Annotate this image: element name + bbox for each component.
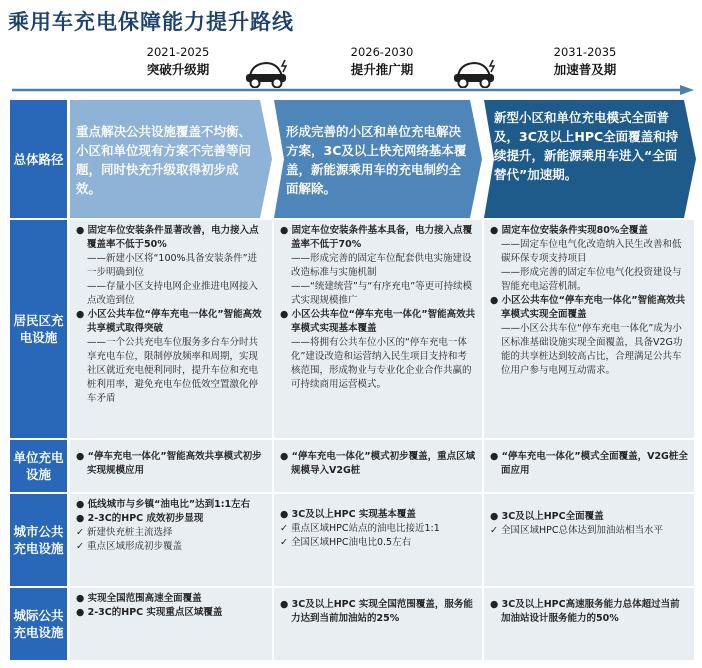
sub-item: ——新建小区将“100%具备安装条件”进一步明确到位	[87, 253, 258, 278]
sub-item: ——存量小区支持电网企业推进电网接入点改造到位	[87, 281, 259, 306]
phase-header-2	[292, 44, 472, 78]
urban-cell-phase-1	[70, 494, 272, 586]
bullet-item: ● 小区公共车位“停车充电一体化”智能高效共享模式实现基本覆盖	[280, 309, 476, 334]
bullet-item: ● 固定车位安装条件基本具备，电力接入点覆盖率不低于70%	[280, 225, 473, 250]
check-item: ✓ 重点区域形成初步覆盖	[76, 541, 182, 552]
unit-cell-phase-3	[484, 440, 694, 492]
bullet-item: ● “停车充电一体化”模式全面覆盖，V2G桩全面应用	[490, 451, 688, 476]
overall-text-phase-3: 新型小区和单位充电模式全面普及，3C及以上HPC全面覆盖和持续提升，新能源乘用车进入“全面替代”加速期。	[494, 110, 679, 182]
phase-years: 2031-2035	[553, 45, 617, 59]
phase-name: 加速普及期	[553, 62, 617, 77]
row-label-intercity: 城际公共充电设施	[10, 588, 67, 660]
sub-item: ——小区公共车位“停车充电一体化”成为小区标准基础设施实现全面覆盖，具备V2G功能的共享桩达到较高占比，合理满足公共车位用户参与电网互动需求。	[501, 323, 683, 376]
urban-cell-phase-2	[274, 494, 482, 586]
unit-cell-phase-2	[274, 440, 482, 492]
sub-item: ——形成完善的固定车位配套供电实施建设改造标准与实施机制	[291, 253, 472, 278]
bullet-item: ● 3C及以上HPC全面覆盖	[490, 511, 604, 522]
sub-item: ——将拥有公共车位小区的“停车充电一体化”建设改造和运营纳入民生项目支持和考核范围，形成物业与专业化企业合作共赢的可持续商用运营模式。	[291, 337, 472, 390]
bullet-item: ● “停车充电一体化”模式初步覆盖，重点区域规模导入V2G桩	[280, 451, 476, 476]
residential-cell-phase-3	[484, 220, 694, 438]
bullet-item: ● 固定车位安装条件显著改善，电力接入点覆盖率不低于50%	[76, 225, 259, 250]
bullet-item: ● 3C及以上HPC 实现全国范围覆盖，服务能力达到当前加油站的25%	[280, 599, 473, 624]
phase-header-3	[495, 44, 675, 78]
bullet-item: ● 小区公共车位“停车充电一体化”智能高效共享模式实现全面覆盖	[490, 295, 686, 320]
check-item: ✓ 新建快充桩主流选择	[76, 527, 173, 538]
bullet-item: ● 3C及以上HPC 实现基本覆盖	[280, 509, 416, 520]
row-label-unit: 单位充电设施	[10, 440, 67, 492]
bullet-item: ● 2-3C的HPC 成效初步显现	[76, 513, 204, 524]
check-item: ✓ 全国区域HPC油电比0.5左右	[280, 537, 412, 548]
sub-item: ——固定车位电气化改造纳入民生改善和低碳环保专项支持项目	[501, 239, 682, 264]
bullet-item: ● 低线城市与乡镇“油电比”达到1:1左右	[76, 499, 251, 510]
check-item: ✓ 重点区域HPC站点的油电比接近1:1	[280, 523, 440, 534]
intercity-cell-phase-3	[484, 588, 694, 660]
row-label-residential: 居民区充电设施	[10, 220, 67, 438]
sub-item: ——形成完善的固定车位电气化投资建设与智能充电运营机制。	[501, 267, 682, 292]
overall-text-phase-1: 重点解决公共设施覆盖不均衡、小区和单位现有方案不完善等问题，同时快充升级取得初步成效。	[76, 124, 252, 196]
phase-years: 2026-2030	[350, 45, 414, 59]
bullet-item: ● 固定车位安装条件实现80%全覆盖	[490, 225, 648, 236]
check-item: ✓ 全国区域HPC总体达到加油站相当水平	[490, 525, 663, 536]
residential-cell-phase-2	[274, 220, 482, 438]
row-label-urban: 城市公共充电设施	[10, 494, 67, 586]
bullet-item: ● 2-3C的HPC 实现重点区域覆盖	[76, 607, 223, 618]
residential-cell-phase-1	[70, 220, 272, 438]
arrow-right-icon	[12, 84, 694, 96]
page-title: 乘用车充电保障能力提升路线	[8, 9, 294, 34]
sub-item: ——一个公共充电车位服务多台车分时共享充电车位，限制停放频率和周期，实现社区就近充电便利同时，提升车位和充电桩利用率，避免充电车位低效空置激化停车矛盾	[87, 337, 259, 404]
intercity-cell-phase-1	[70, 588, 272, 660]
phase-name: 突破升级期	[146, 62, 210, 77]
bullet-item: ● 3C及以上HPC高速服务能力总体超过当前加油站设计服务能力的50%	[490, 599, 680, 624]
bullet-item: ● 实现全国范围高速全面覆盖	[76, 593, 202, 604]
bullet-item: ● 小区公共车位“停车充电一体化”智能高效共享模式取得突破	[76, 309, 262, 334]
phase-name: 提升推广期	[350, 62, 414, 77]
phase-years: 2021-2025	[146, 45, 210, 59]
phase-header-1	[88, 44, 268, 78]
bullet-item: ● “停车充电一体化”智能高效共享模式初步实现规模应用	[76, 451, 262, 476]
urban-cell-phase-3	[484, 494, 694, 586]
row-label-overall: 总体路径	[10, 100, 67, 218]
overall-text-phase-2: 形成完善的小区和单位充电解决方案，3C及以上快充网络基本覆盖，新能源乘用车的充电制约全面解除。	[286, 124, 467, 196]
sub-item: ——“统建统营”与“有序充电”等更可持续模式实现规模推广	[291, 281, 473, 306]
unit-cell-phase-1	[70, 440, 272, 492]
intercity-cell-phase-2	[274, 588, 482, 660]
